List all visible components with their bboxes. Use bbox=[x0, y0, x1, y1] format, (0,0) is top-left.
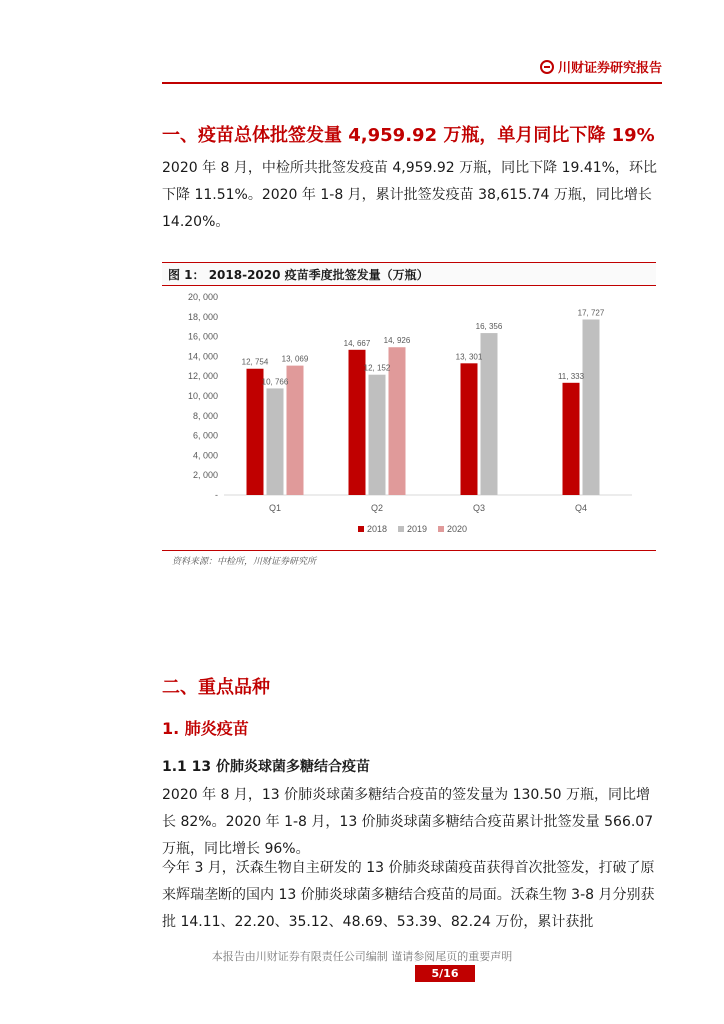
bar-value-label: 11, 333 bbox=[557, 371, 585, 381]
x-tick-label: Q4 bbox=[574, 503, 588, 513]
x-tick-label: Q1 bbox=[268, 503, 282, 513]
bars bbox=[247, 320, 600, 495]
subsection-1-1-title: 1.1 13 价肺炎球菌多糖结合疫苗 bbox=[162, 759, 371, 775]
figure-bottom-divider bbox=[162, 550, 656, 551]
bar-2019-Q3 bbox=[481, 333, 498, 495]
legend bbox=[358, 524, 467, 534]
figure-source: 资料来源：中检所，川财证券研究所 bbox=[172, 557, 317, 567]
page-number: 5/16 bbox=[415, 965, 475, 982]
y-tick-label: 16, 000 bbox=[187, 331, 218, 342]
bar-value-label: 12, 754 bbox=[241, 357, 269, 367]
legend-swatch-2019 bbox=[398, 526, 404, 532]
y-tick-label: 4, 000 bbox=[192, 450, 218, 461]
y-tick-label: - bbox=[215, 490, 218, 500]
subsection-1-title: 1. 肺炎疫苗 bbox=[162, 719, 249, 738]
y-tick-label: 20, 000 bbox=[187, 292, 218, 302]
section-2-title: 二、重点品种 bbox=[162, 677, 270, 698]
figure-title: 图 1： 2018-2020 疫苗季度批签发量（万瓶） bbox=[168, 268, 429, 282]
bar-2020-Q2 bbox=[389, 347, 406, 495]
y-axis bbox=[188, 292, 218, 500]
figure-title-bar bbox=[162, 262, 656, 286]
legend-label-2020: 2020 bbox=[447, 524, 468, 534]
x-tick-label: Q2 bbox=[370, 503, 384, 513]
y-tick-label: 12, 000 bbox=[187, 371, 218, 382]
y-tick-label: 2, 000 bbox=[192, 470, 218, 481]
subsection-1-1-paragraph-2: 今年 3 月，沃森生物自主研发的 13 价肺炎球菌疫苗获得首次批签发，打破了原来辉瑞垄断的国内 13 价肺炎球菌多糖结合疫苗的局面。沃森生物 3-8 月分别获批 14.11、22.20、35.12、48.69、53.39、82.24 万份，累计获批 bbox=[162, 860, 655, 930]
bar-2019-Q1 bbox=[267, 388, 284, 495]
vaccine-quarterly-bar-chart bbox=[162, 285, 656, 547]
y-tick-label: 14, 000 bbox=[187, 351, 218, 362]
legend-label-2019: 2019 bbox=[407, 524, 428, 534]
bar-value-label: 14, 926 bbox=[383, 336, 411, 346]
y-tick-label: 10, 000 bbox=[187, 391, 218, 401]
x-tick-label: Q3 bbox=[472, 503, 486, 513]
x-axis-ticks bbox=[269, 503, 587, 513]
y-tick-label: 6, 000 bbox=[192, 430, 218, 441]
legend-swatch-2020 bbox=[438, 526, 444, 532]
y-tick-label: 8, 000 bbox=[192, 410, 218, 421]
bar-2018-Q1 bbox=[247, 369, 264, 495]
brand-logo-icon bbox=[540, 60, 554, 74]
bar-value-label: 17, 727 bbox=[577, 308, 605, 318]
bar-value-label: 13, 301 bbox=[455, 352, 483, 362]
section-1-title: 一、疫苗总体批签发量 4,959.92 万瓶，单月同比下降 19% bbox=[162, 125, 655, 146]
legend-swatch-2018 bbox=[358, 526, 364, 532]
bar-value-label: 13, 069 bbox=[281, 354, 309, 364]
bar-value-label: 12, 152 bbox=[363, 363, 391, 373]
brand-name: 川财证券研究报告 bbox=[557, 61, 662, 76]
header-brand bbox=[540, 57, 662, 76]
section-1-paragraph: 2020 年 8 月，中检所共批签发疫苗 4,959.92 万瓶，同比下降 19.41%，环比下降 11.51%。2020 年 1-8 月，累计批签发疫苗 38,615.74 万瓶，同比增长 14.20%。 bbox=[162, 160, 657, 230]
bar-2020-Q1 bbox=[287, 366, 304, 495]
footer-disclaimer: 本报告由川财证券有限责任公司编制 谨请参阅尾页的重要声明 bbox=[211, 950, 513, 963]
bar-2018-Q3 bbox=[461, 363, 478, 495]
bar-2019-Q2 bbox=[369, 375, 386, 495]
bar-value-label: 10, 766 bbox=[261, 377, 289, 387]
bar-2019-Q4 bbox=[583, 320, 600, 495]
bar-value-label: 16, 356 bbox=[475, 322, 503, 332]
subsection-1-1-paragraph-1: 2020 年 8 月，13 价肺炎球菌多糖结合疫苗的签发量为 130.50 万瓶，同比增长 82%。2020 年 1-8 月，13 价肺炎球菌多糖结合疫苗累计批签发量 566.07 万瓶，同比增长 96%。 bbox=[162, 787, 654, 857]
header-divider bbox=[162, 82, 662, 84]
legend-label-2018: 2018 bbox=[367, 524, 388, 534]
y-tick-label: 18, 000 bbox=[187, 311, 218, 322]
bar-2018-Q4 bbox=[563, 383, 580, 495]
bar-value-label: 14, 667 bbox=[343, 338, 371, 348]
